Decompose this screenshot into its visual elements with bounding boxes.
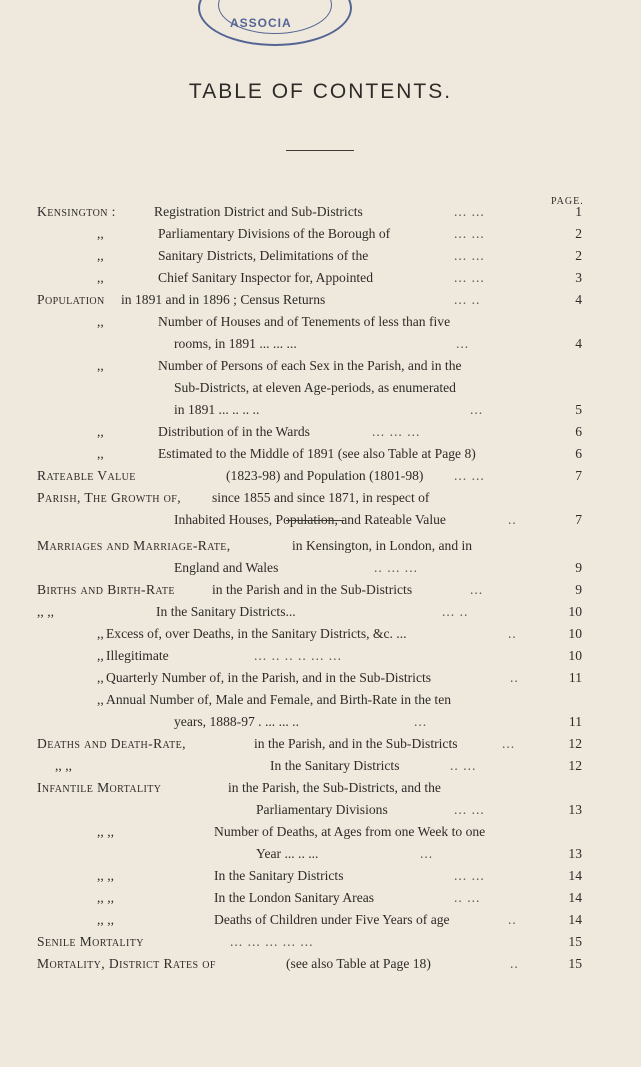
toc-entry-lead: ,, ,, — [97, 824, 114, 839]
toc-entry-text: In the Sanitary Districts — [214, 868, 344, 883]
toc-entry — [0, 824, 641, 842]
toc-page-number: 7 — [575, 468, 582, 483]
toc-entry-text: in the Parish, and in the Sub-Districts — [254, 736, 458, 751]
toc-entry-text: Number of Houses and of Tenements of less than five — [158, 314, 451, 329]
toc-entry-lead: Parish, The Growth of, — [37, 490, 182, 505]
toc-entry — [0, 582, 641, 600]
leader-dots: .. — [508, 912, 517, 927]
toc-entry-lead: ,, ,, — [55, 758, 72, 773]
toc-page-number: 14 — [568, 890, 582, 905]
toc-entry — [0, 538, 641, 556]
toc-page-number: 7 — [575, 512, 582, 527]
toc-page-number: 6 — [575, 446, 582, 461]
toc-entry-text: In the Sanitary Districts — [270, 758, 400, 773]
toc-entry — [0, 956, 641, 974]
toc-entry-lead: ,, ,, — [37, 604, 54, 619]
leader-dots: ... ... — [454, 204, 485, 219]
toc-entry-text: England and Wales — [174, 560, 279, 575]
toc-entry-lead: ,, ,, — [97, 868, 114, 883]
leader-dots: ... — [420, 846, 434, 861]
toc-entry-lead: ,, — [97, 248, 104, 263]
toc-entry-text: Sanitary Districts, Delimitations of the — [158, 248, 369, 263]
toc-entry-lead: Senile Mortality — [37, 934, 144, 949]
toc-page-number: 14 — [568, 868, 582, 883]
toc-entry-text: Distribution of in the Wards — [158, 424, 310, 439]
toc-entry-text: Annual Number of, Male and Female, and Birth-Rate in the ten — [106, 692, 452, 707]
toc-entry — [0, 424, 641, 442]
toc-entry-text: in the Parish and in the Sub-Districts — [212, 582, 413, 597]
leader-dots: ... .. — [454, 292, 481, 307]
library-stamp — [198, 0, 352, 46]
toc-entry — [0, 336, 641, 354]
toc-page-number: 12 — [568, 736, 582, 751]
leader-dots: ... ... ... ... ... — [230, 934, 314, 949]
toc-page-number: 14 — [568, 912, 582, 927]
toc-entry-text: Chief Sanitary Inspector for, Appointed — [158, 270, 374, 285]
leader-dots: .. ... — [454, 890, 481, 905]
toc-entry-lead: Rateable Value — [37, 468, 136, 483]
toc-entry — [0, 868, 641, 886]
toc-entry-text: Parliamentary Divisions — [256, 802, 388, 817]
toc-entry — [0, 204, 641, 222]
toc-entry-text: Year ... .. ... — [256, 846, 319, 861]
toc-entry-text: rooms, in 1891 ... ... ... — [174, 336, 297, 351]
toc-entry-lead: ,, ,, — [97, 912, 114, 927]
toc-entry — [0, 270, 641, 288]
leader-dots: ... — [502, 736, 516, 751]
toc-entry-lead: Infantile Mortality — [37, 780, 162, 795]
toc-entry — [0, 292, 641, 310]
leader-dots: .. ... ... — [374, 560, 418, 575]
toc-page-number: 13 — [568, 802, 582, 817]
toc-page-number: 9 — [575, 582, 582, 597]
toc-entry-lead: ,, — [97, 226, 104, 241]
toc-entry-text: Estimated to the Middle of 1891 (see also Table at Page 8) — [158, 446, 476, 461]
toc-entry-lead: ,, — [97, 692, 104, 707]
leader-dots: ... ... — [454, 468, 485, 483]
toc-entry-lead: Deaths and Death-Rate, — [37, 736, 186, 751]
toc-entry — [0, 402, 641, 420]
toc-entry-lead: ,, — [97, 670, 104, 685]
leader-dots: .. — [508, 512, 517, 527]
toc-entry — [0, 714, 641, 732]
toc-page-number: 13 — [568, 846, 582, 861]
toc-entry-text: Number of Persons of each Sex in the Parish, and in the — [158, 358, 462, 373]
toc-entry — [0, 736, 641, 754]
toc-entry-text: Sub-Districts, at eleven Age-periods, as enumerated — [174, 380, 456, 395]
leader-dots: ... ... — [454, 868, 485, 883]
leader-dots: ... .. .. .. ... ... — [254, 648, 342, 663]
toc-entry — [0, 314, 641, 332]
toc-entry — [0, 670, 641, 688]
toc-page-number: 15 — [568, 956, 582, 971]
toc-entry-text: Deaths of Children under Five Years of age — [214, 912, 450, 927]
toc-page-number: 5 — [575, 402, 582, 417]
toc-page-number: 10 — [568, 626, 582, 641]
toc-entry-text: years, 1888-97 . ... ... .. — [174, 714, 299, 729]
toc-page-number: 1 — [575, 204, 582, 219]
toc-page-number: 4 — [575, 336, 582, 351]
toc-entry — [0, 802, 641, 820]
leader-dots: ... .. — [442, 604, 469, 619]
toc-page-number: 10 — [568, 604, 582, 619]
leader-dots: ... ... — [454, 248, 485, 263]
toc-entry — [0, 692, 641, 710]
toc-entry — [0, 226, 641, 244]
toc-entry — [0, 468, 641, 486]
leader-dots: .. — [510, 956, 519, 971]
page-title: TABLE OF CONTENTS. — [188, 80, 453, 103]
stamp-text: ASSOCIA — [230, 16, 292, 30]
toc-entry-text: in 1891 ... .. .. .. — [174, 402, 260, 417]
toc-page-number: 4 — [575, 292, 582, 307]
toc-entry — [0, 890, 641, 908]
toc-entry — [0, 380, 641, 398]
toc-entry-lead: ,, — [97, 314, 104, 329]
toc-entry-text: Registration District and Sub-Districts — [154, 204, 363, 219]
toc-entry — [0, 512, 641, 530]
toc-entry — [0, 248, 641, 266]
toc-entry-lead: ,, — [97, 358, 104, 373]
toc-entry-text: in the Parish, the Sub-Districts, and the — [228, 780, 441, 795]
leader-dots: .. — [510, 670, 519, 685]
toc-page-number: 9 — [575, 560, 582, 575]
toc-entry — [0, 446, 641, 464]
toc-entry — [0, 626, 641, 644]
toc-entry-text: in Kensington, in London, and in — [292, 538, 473, 553]
leader-dots: ... — [456, 336, 470, 351]
toc-page-number: 12 — [568, 758, 582, 773]
toc-entry — [0, 934, 641, 952]
leader-dots: ... — [470, 582, 484, 597]
toc-entry — [0, 358, 641, 376]
toc-entry-text: (1823-98) and Population (1801-98) — [226, 468, 424, 483]
toc-entry-lead: ,, — [97, 626, 104, 641]
leader-dots: .. ... — [450, 758, 477, 773]
leader-dots: ... — [470, 402, 484, 417]
toc-entry — [0, 846, 641, 864]
toc-entry-text: Illegitimate — [106, 648, 169, 663]
leader-dots: ... ... — [454, 226, 485, 241]
toc-entry-text: Inhabited Houses, Population, and Rateable Value — [174, 512, 446, 527]
toc-entry — [0, 780, 641, 798]
toc-entry-text: Excess of, over Deaths, in the Sanitary Districts, &c. ... — [106, 626, 407, 641]
toc-entry-text: (see also Table at Page 18) — [286, 956, 431, 971]
toc-entry-lead: ,, — [97, 424, 104, 439]
page-column-header: PAGE. — [551, 196, 584, 207]
toc-entry-lead: Kensington : — [37, 204, 116, 219]
toc-page-number: 11 — [568, 714, 582, 729]
leader-dots: ... — [414, 714, 428, 729]
toc-entry-lead: Marriages and Marriage-Rate, — [37, 538, 231, 553]
toc-entry-lead: ,, — [97, 270, 104, 285]
toc-page-number: 10 — [568, 648, 582, 663]
toc-entry — [0, 560, 641, 578]
toc-entry — [0, 758, 641, 776]
toc-entry — [0, 648, 641, 666]
toc-page-number: 3 — [575, 270, 582, 285]
leader-dots: ... ... ... — [372, 424, 421, 439]
toc-entry-text: In the London Sanitary Areas — [214, 890, 375, 905]
toc-entry-text: since 1855 and since 1871, in respect of — [212, 490, 430, 505]
toc-entry-lead: ,, ,, — [97, 890, 114, 905]
toc-page-number: 11 — [568, 670, 582, 685]
toc-page-number: 6 — [575, 424, 582, 439]
toc-entry — [0, 912, 641, 930]
leader-dots: ... ... — [454, 802, 485, 817]
toc-entry-text: Parliamentary Divisions of the Borough of — [158, 226, 391, 241]
toc-entry-lead: Population — [37, 292, 105, 307]
toc-entry-lead: Mortality, District Rates of — [37, 956, 216, 971]
section-divider — [286, 520, 344, 521]
toc-page-number: 2 — [575, 248, 582, 263]
toc-entry-text: Quarterly Number of, in the Parish, and in the Sub-Districts — [106, 670, 432, 685]
leader-dots: .. — [508, 626, 517, 641]
toc-page-number: 2 — [575, 226, 582, 241]
toc-entry-text: In the Sanitary Districts... — [156, 604, 296, 619]
title-divider — [286, 150, 354, 151]
toc-entry — [0, 604, 641, 622]
toc-page-number: 15 — [568, 934, 582, 949]
toc-entry-text: in 1891 and in 1896 ; Census Returns — [121, 292, 326, 307]
toc-entry-lead: Births and Birth-Rate — [37, 582, 175, 597]
toc-entry-text: Number of Deaths, at Ages from one Week to one — [214, 824, 486, 839]
toc-entry-lead: ,, — [97, 648, 104, 663]
leader-dots: ... ... — [454, 270, 485, 285]
toc-entry-lead: ,, — [97, 446, 104, 461]
toc-entry — [0, 490, 641, 508]
